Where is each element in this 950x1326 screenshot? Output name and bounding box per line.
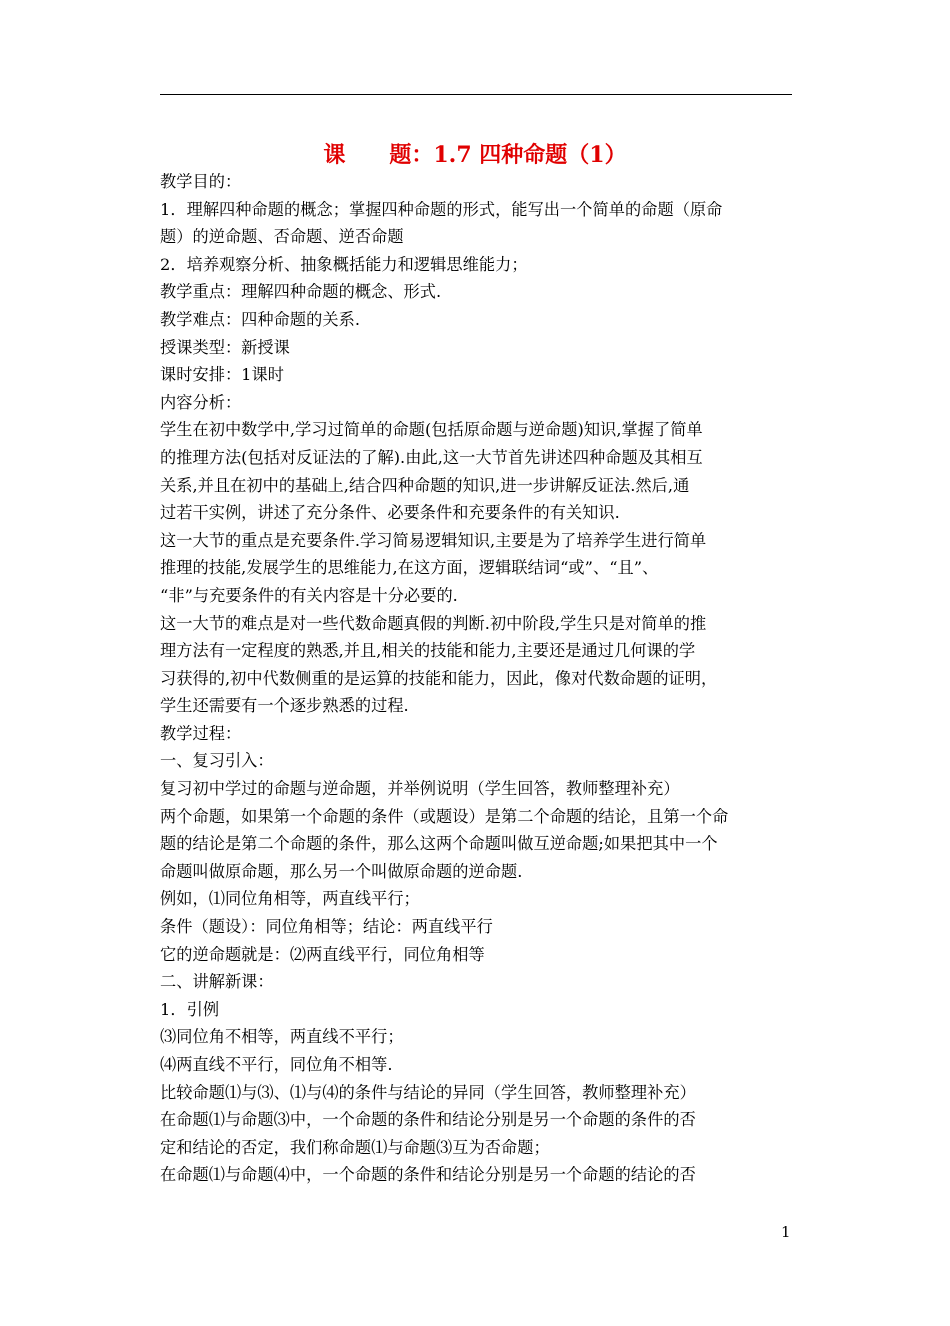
text-line: 教学过程： [160, 723, 242, 743]
text-line: 的推理方法(包括对反证法的了解).由此,这一大节首先讲述四种命题及其相互 [160, 447, 703, 467]
text-line: 过若干实例，讲述了充分条件、必要条件和充要条件的有关知识. [160, 503, 620, 523]
text-line: ⑷两直线不平行，同位角不相等. [160, 1055, 393, 1074]
text-line: 这一大节的难点是对一些代数命题真假的判断.初中阶段,学生只是对简单的推 [160, 613, 707, 633]
text-line: 习获得的,初中代数侧重的是运算的技能和能力，因此，像对代数命题的证明， [160, 668, 718, 688]
text-line: 它的逆命题就是：⑵两直线平行，同位角相等 [160, 944, 485, 964]
text-line: 例如，⑴同位角相等，两直线平行； [160, 889, 420, 909]
text-line: 理方法有一定程度的熟悉,并且,相关的技能和能力,主要还是通过几何课的学 [160, 641, 696, 661]
text-line: 这一大节的重点是充要条件.学习简易逻辑知识,主要是为了培养学生进行简单 [160, 530, 707, 550]
text-line: 推理的技能,发展学生的思维能力,在这方面，逻辑联结词“或”、“且”、 [160, 558, 659, 578]
text-line: 1．理解四种命题的概念；掌握四种命题的形式，能写出一个简单的命题（原命 [160, 199, 723, 219]
text-line: 在命题⑴与命题⑷中，一个命题的条件和结论分别是另一个命题的结论的否 [160, 1165, 696, 1185]
text-line: 学生在初中数学中,学习过简单的命题(包括原命题与逆命题)知识,掌握了简单 [160, 420, 703, 440]
text-line: 关系,并且在初中的基础上,结合四种命题的知识,进一步讲解反证法.然后,通 [160, 475, 690, 495]
text-line: 授课类型：新授课 [160, 337, 290, 357]
text-line: 比较命题⑴与⑶、⑴与⑷的条件与结论的异同（学生回答，教师整理补充） [160, 1082, 696, 1102]
text-line: 在命题⑴与命题⑶中，一个命题的条件和结论分别是另一个命题的条件的否 [160, 1110, 696, 1130]
text-line: “非”与充要条件的有关内容是十分必要的. [160, 585, 458, 605]
page-title: 课 题：1.7 四种命题（1） [323, 142, 627, 168]
text-line: 题）的逆命题、否命题、逆否命题 [160, 227, 404, 247]
text-line: 条件（题设）：同位角相等；结论：两直线平行 [160, 917, 493, 937]
text-line: 题的结论是第二个命题的条件，那么这两个命题叫做互逆命题;如果把其中一个 [160, 834, 718, 854]
document-body [160, 168, 794, 1189]
text-line: 定和结论的否定，我们称命题⑴与命题⑶互为否命题； [160, 1137, 550, 1157]
text-line: 学生还需要有一个逐步熟悉的过程. [160, 696, 409, 716]
text-line: 教学难点：四种命题的关系. [160, 309, 361, 329]
text-line: 内容分析： [160, 392, 242, 412]
text-line: 教学目的： [160, 172, 242, 191]
text-line: 两个命题，如果第一个命题的条件（或题设）是第二个命题的结论，且第一个命 [160, 806, 729, 826]
header-rule [160, 94, 792, 95]
page-number: 1 [781, 1223, 791, 1241]
text-line: 一、复习引入： [160, 751, 274, 771]
text-line: 课时安排：1课时 [160, 365, 285, 385]
text-line: 1．引例 [160, 999, 220, 1019]
text-line: 教学重点：理解四种命题的概念、形式. [160, 282, 442, 302]
text-line: ⑶同位角不相等，两直线不平行； [160, 1027, 404, 1047]
text-line: 2．培养观察分析、抽象概括能力和逻辑思维能力； [160, 254, 528, 274]
text-line: 二、讲解新课： [160, 972, 274, 992]
text-line: 命题叫做原命题，那么另一个叫做原命题的逆命题. [160, 861, 523, 881]
text-line: 复习初中学过的命题与逆命题，并举例说明（学生回答，教师整理补充） [160, 779, 680, 799]
